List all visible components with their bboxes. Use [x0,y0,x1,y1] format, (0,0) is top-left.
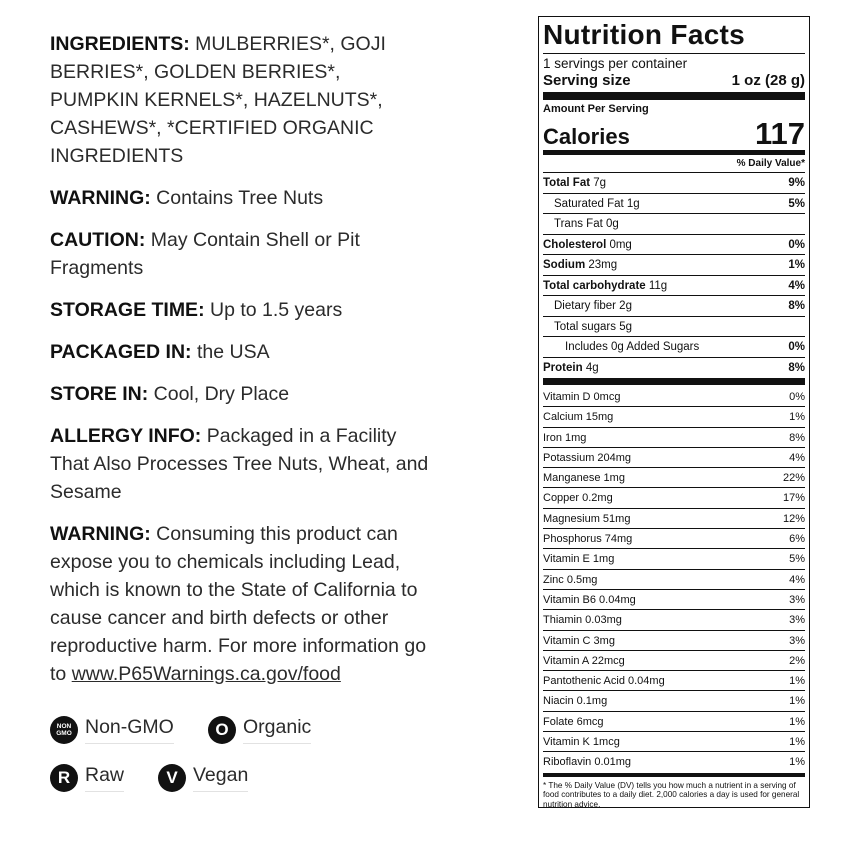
vitamin-row [543,570,805,590]
organic-label: Organic [243,716,311,744]
vitamin-pct: 22% [782,472,805,485]
calories-row [543,116,805,155]
vitamin-name: Riboflavin 0.01mg [543,756,632,769]
vitamin-row [543,752,805,772]
vitamin-pct: 1% [789,715,805,728]
vitamin-pct: 17% [782,492,805,505]
vitamin-name: Folate 6mcg [543,715,604,728]
vitamin-row [543,590,805,610]
ingredients-label: INGREDIENTS: [50,33,190,55]
warning-tree-nuts [50,184,430,212]
protein-divider [543,378,805,385]
badge-raw [50,764,124,792]
vitamin-name: Copper 0.2mg [543,492,613,505]
daily-value-header: % Daily Value* [543,155,805,173]
product-info [50,30,430,702]
packaged-in-text: the USA [191,341,270,363]
raw-label: Raw [85,764,124,792]
vitamin-row [543,691,805,711]
total-sugars-row: Total sugars 5g [543,317,805,338]
nutrition-facts-panel [538,16,810,808]
serving-size [543,72,805,90]
vitamin-row [543,712,805,732]
vitamin-row [543,509,805,529]
packaged-in [50,338,430,366]
non-gmo-icon: NON GMO [50,716,78,744]
prop65-warning [50,520,430,688]
serving-size-value: 1 oz (28 g) [731,72,805,89]
added-sugars-row: Includes 0g Added Sugars 0% [543,337,805,358]
vitamins-minerals-list [543,387,805,773]
store-in-text: Cool, Dry Place [148,383,290,405]
vitamin-name: Niacin 0.1mg [543,695,608,708]
vitamin-row [543,651,805,671]
vitamin-pct: 1% [789,675,805,688]
storage-time-label: STORAGE TIME: [50,299,205,321]
vitamin-name: Zinc 0.5mg [543,573,598,586]
caution [50,226,430,282]
total-carbohydrate-row: Total carbohydrate 11g 4% [543,276,805,297]
vitamin-pct: 1% [789,411,805,424]
badge-vegan [158,764,248,792]
vitamin-name: Calcium 15mg [543,411,614,424]
vitamin-name: Vitamin K 1mcg [543,736,620,749]
vitamin-name: Potassium 204mg [543,451,632,464]
vitamin-pct: 12% [782,512,805,525]
vitamin-row [543,407,805,427]
daily-value-footnote: * The % Daily Value (DV) tells you how much a nutrient in a serving of food contributes to a daily diet. 2,000 calories a day is used for general nutrition advice. [543,780,800,809]
store-in-label: STORE IN: [50,383,149,405]
dietary-fiber-row: Dietary fiber 2g 8% [543,296,805,317]
vitamin-name: Vitamin A 22mcg [543,654,625,667]
allergy-label: ALLERGY INFO: [50,425,202,447]
vitamin-row [543,529,805,549]
vitamin-pct: 1% [789,736,805,749]
vegan-icon: V [158,764,186,792]
vitamin-pct: 3% [789,614,805,627]
ingredients [50,30,430,170]
vitamin-pct: 3% [789,593,805,606]
total-fat-row: Total Fat 7g 9% [543,173,805,194]
trans-fat-row: Trans Fat 0g [543,214,805,235]
cholesterol-row: Cholesterol 0mg 0% [543,235,805,256]
badge-non-gmo [50,716,174,744]
storage-time-text: Up to 1.5 years [204,299,343,321]
servings-per-container: 1 servings per container [543,56,688,71]
allergy-text: Packaged in a Facility That Also Processes Tree Nuts, Wheat, and Sesame [50,425,429,503]
vitamin-row [543,468,805,488]
thick-divider [543,92,805,100]
nutrition-facts-title: Nutrition Facts [543,19,805,54]
vitamin-row [543,488,805,508]
store-in [50,380,430,408]
vitamin-pct: 4% [789,451,805,464]
vitamin-row [543,549,805,569]
calories-value: 117 [754,116,805,151]
vitamin-pct: 3% [789,634,805,647]
calories-label: Calories [543,124,630,149]
warning-label: WARNING: [50,187,151,209]
prop65-link[interactable]: www.P65Warnings.ca.gov/food [71,663,341,685]
badge-organic [208,716,311,744]
warning-text: Contains Tree Nuts [150,187,324,209]
allergy-info [50,422,430,506]
raw-icon: R [50,764,78,792]
vitamin-row [543,448,805,468]
vitamin-pct: 5% [789,553,805,566]
vitamin-pct: 1% [789,756,805,769]
vitamin-pct: 6% [789,533,805,546]
vitamin-pct: 8% [789,431,805,444]
vitamin-name: Iron 1mg [543,431,587,444]
vitamin-name: Vitamin C 3mg [543,634,615,647]
vitamin-name: Thiamin 0.03mg [543,614,622,627]
vitamin-name: Magnesium 51mg [543,512,631,525]
prop65-label: WARNING: [50,523,151,545]
ingredients-text: MULBERRIES*, GOJI BERRIES*, GOLDEN BERRIES*, PUMPKIN KERNELS*, HAZELNUTS*, CASHEWS*, *CERTIFIED ORGANIC INGREDIENTS [50,33,386,167]
vitamin-row [543,671,805,691]
vitamin-row [543,387,805,407]
packaged-in-label: PACKAGED IN: [50,341,192,363]
vitamin-pct: 0% [789,391,805,403]
vitamin-row [543,732,805,752]
prop65-text: Consuming this product can expose you to chemicals including Lead, which is known to the State of California to cause cancer and birth defects or other reproductive harm. For more information go to [50,523,427,685]
vitamin-name: Vitamin E 1mg [543,553,615,566]
sodium-row: Sodium 23mg 1% [543,255,805,276]
storage-time [50,296,430,324]
vitamin-pct: 4% [789,573,805,586]
caution-label: CAUTION: [50,229,146,251]
vitamin-pct: 1% [789,695,805,708]
protein-row: Protein 4g 8% [543,361,805,374]
saturated-fat-row: Saturated Fat 1g 5% [543,194,805,215]
vegan-label: Vegan [193,764,248,792]
product-badges [50,716,430,812]
vitamin-name: Manganese 1mg [543,472,625,485]
vitamin-name: Phosphorus 74mg [543,533,633,546]
amount-per-serving: Amount Per Serving [543,103,649,115]
vitamin-row [543,610,805,630]
vitamin-pct: 2% [789,654,805,667]
caution-text: May Contain Shell or Pit Fragments [50,229,360,279]
non-gmo-label: Non-GMO [85,716,174,744]
vitamin-name: Vitamin D 0mcg [543,391,621,403]
organic-icon: O [208,716,236,744]
footnote-divider [543,773,805,777]
vitamin-name: Pantothenic Acid 0.04mg [543,675,665,688]
vitamin-row [543,428,805,448]
serving-size-label: Serving size [543,72,631,89]
vitamin-row [543,631,805,651]
vitamin-name: Vitamin B6 0.04mg [543,593,636,606]
